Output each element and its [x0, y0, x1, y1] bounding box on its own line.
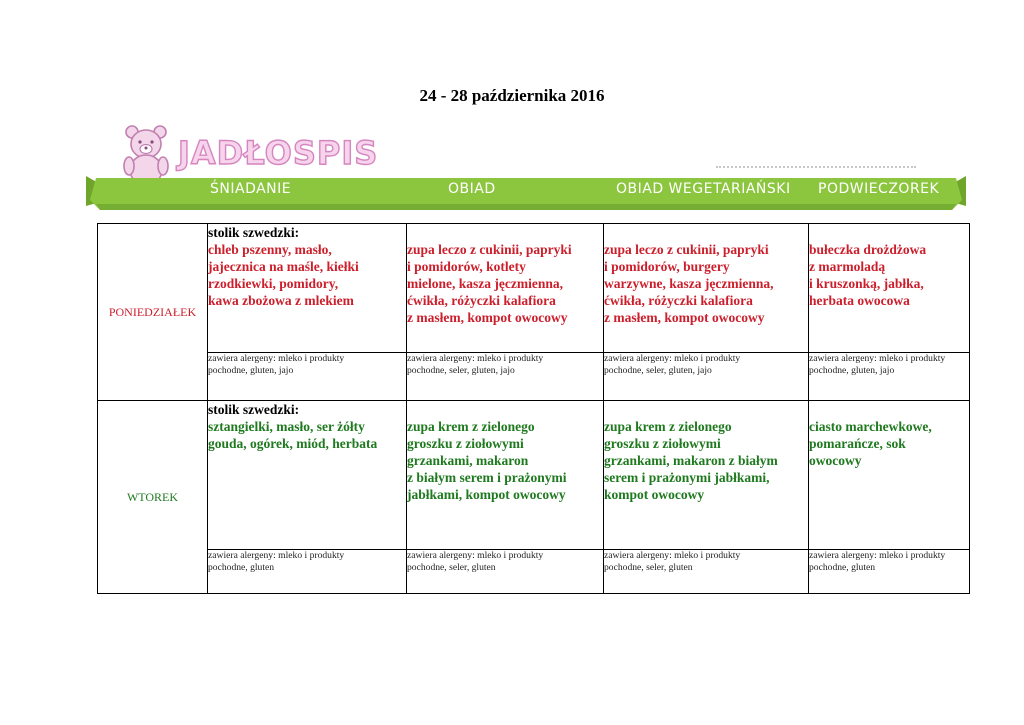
- meal-line: gouda, ogórek, miód, herbata: [208, 436, 378, 451]
- allergen-note: zawiera alergeny: mleko i produkty pochodne, seler, gluten, jajo: [407, 353, 604, 401]
- snack-cell: [809, 401, 970, 550]
- meal-line: kompot owocowy: [604, 487, 705, 502]
- meal-line: ćwikła, różyczki kalafiora: [407, 293, 556, 308]
- table-row: [98, 224, 970, 353]
- meal-line: grzankami, makaron z białym: [604, 453, 778, 468]
- meal-line: mielone, kasza jęczmienna,: [407, 276, 563, 291]
- meal-line: groszku z ziołowymi: [407, 436, 524, 451]
- meal-line: zupa leczo z cukinii, papryki: [604, 242, 769, 257]
- meal-line: ciasto marchewkowe,: [809, 419, 932, 434]
- menu-table: [97, 223, 970, 594]
- meal-line: jajecznica na maśle, kiełki: [208, 259, 359, 274]
- meal-line: i kruszonką, jabłka,: [809, 276, 924, 291]
- meal-line: z masłem, kompot owocowy: [407, 310, 568, 325]
- meal-line: owocowy: [809, 453, 862, 468]
- column-label-breakfast: ŚNIADANIE: [210, 181, 292, 197]
- meal-line: chleb pszenny, masło,: [208, 242, 332, 257]
- breakfast-cell: [208, 224, 407, 353]
- allergen-note: zawiera alergeny: mleko i produkty pochodne, seler, gluten: [407, 550, 604, 594]
- meal-line: herbata owocowa: [809, 293, 910, 308]
- meal-line: z marmoladą: [809, 259, 886, 274]
- menu-banner: [86, 118, 966, 218]
- meal-line: grzankami, makaron: [407, 453, 529, 468]
- page-title: 24 - 28 października 2016: [419, 86, 605, 105]
- breakfast-cell: [208, 401, 407, 550]
- day-label-monday: PONIEDZIAŁEK: [98, 224, 208, 401]
- column-label-veg-lunch: OBIAD WEGETARIAŃSKI: [616, 181, 791, 197]
- veg-lunch-cell: [604, 224, 809, 353]
- meal-line: groszku z ziołowymi: [604, 436, 721, 451]
- day-label-tuesday: WTOREK: [98, 401, 208, 594]
- meal-line: kawa zbożowa z mlekiem: [208, 293, 354, 308]
- meal-line: rzodkiewki, pomidory,: [208, 276, 339, 291]
- brand-title: JADŁOSPIS: [178, 134, 379, 172]
- meal-line: jabłkami, kompot owocowy: [407, 487, 566, 502]
- meal-line: bułeczka drożdżowa: [809, 242, 927, 257]
- meal-line: warzywne, kasza jęczmienna,: [604, 276, 774, 291]
- allergen-note: zawiera alergeny: mleko i produkty pochodne, gluten, jajo: [809, 353, 970, 401]
- lunch-cell: [407, 224, 604, 353]
- allergen-note: zawiera alergeny: mleko i produkty pochodne, gluten, jajo: [208, 353, 407, 401]
- allergen-note: zawiera alergeny: mleko i produkty pochodne, gluten: [208, 550, 407, 594]
- veg-lunch-cell: [604, 401, 809, 550]
- meal-line: ćwikła, różyczki kalafiora: [604, 293, 753, 308]
- table-row: [98, 353, 970, 401]
- meal-line: zupa krem z zielonego: [407, 419, 535, 434]
- meal-line: zupa krem z zielonego: [604, 419, 732, 434]
- lunch-cell: [407, 401, 604, 550]
- table-row: [98, 401, 970, 550]
- allergen-note: zawiera alergeny: mleko i produkty pochodne, gluten: [809, 550, 970, 594]
- meal-line: i pomidorów, kotlety: [407, 259, 526, 274]
- buffet-label: stolik szwedzki:: [208, 225, 300, 240]
- buffet-label: stolik szwedzki:: [208, 402, 300, 417]
- column-label-lunch: OBIAD: [448, 181, 496, 197]
- meal-line: z masłem, kompot owocowy: [604, 310, 765, 325]
- meal-line: serem i prażonymi jabłkami,: [604, 470, 770, 485]
- allergen-note: zawiera alergeny: mleko i produkty pochodne, seler, gluten, jajo: [604, 353, 809, 401]
- meal-line: sztangielki, masło, ser żółty: [208, 419, 365, 434]
- meal-line: z białym serem i prażonymi: [407, 470, 567, 485]
- meal-line: i pomidorów, burgery: [604, 259, 730, 274]
- snack-cell: [809, 224, 970, 353]
- table-row: [98, 550, 970, 594]
- allergen-note: zawiera alergeny: mleko i produkty pochodne, seler, gluten: [604, 550, 809, 594]
- meal-line: zupa leczo z cukinii, papryki: [407, 242, 572, 257]
- dotted-divider: [716, 166, 916, 168]
- meal-line: pomarańcze, sok: [809, 436, 906, 451]
- column-label-snack: PODWIECZOREK: [818, 181, 940, 197]
